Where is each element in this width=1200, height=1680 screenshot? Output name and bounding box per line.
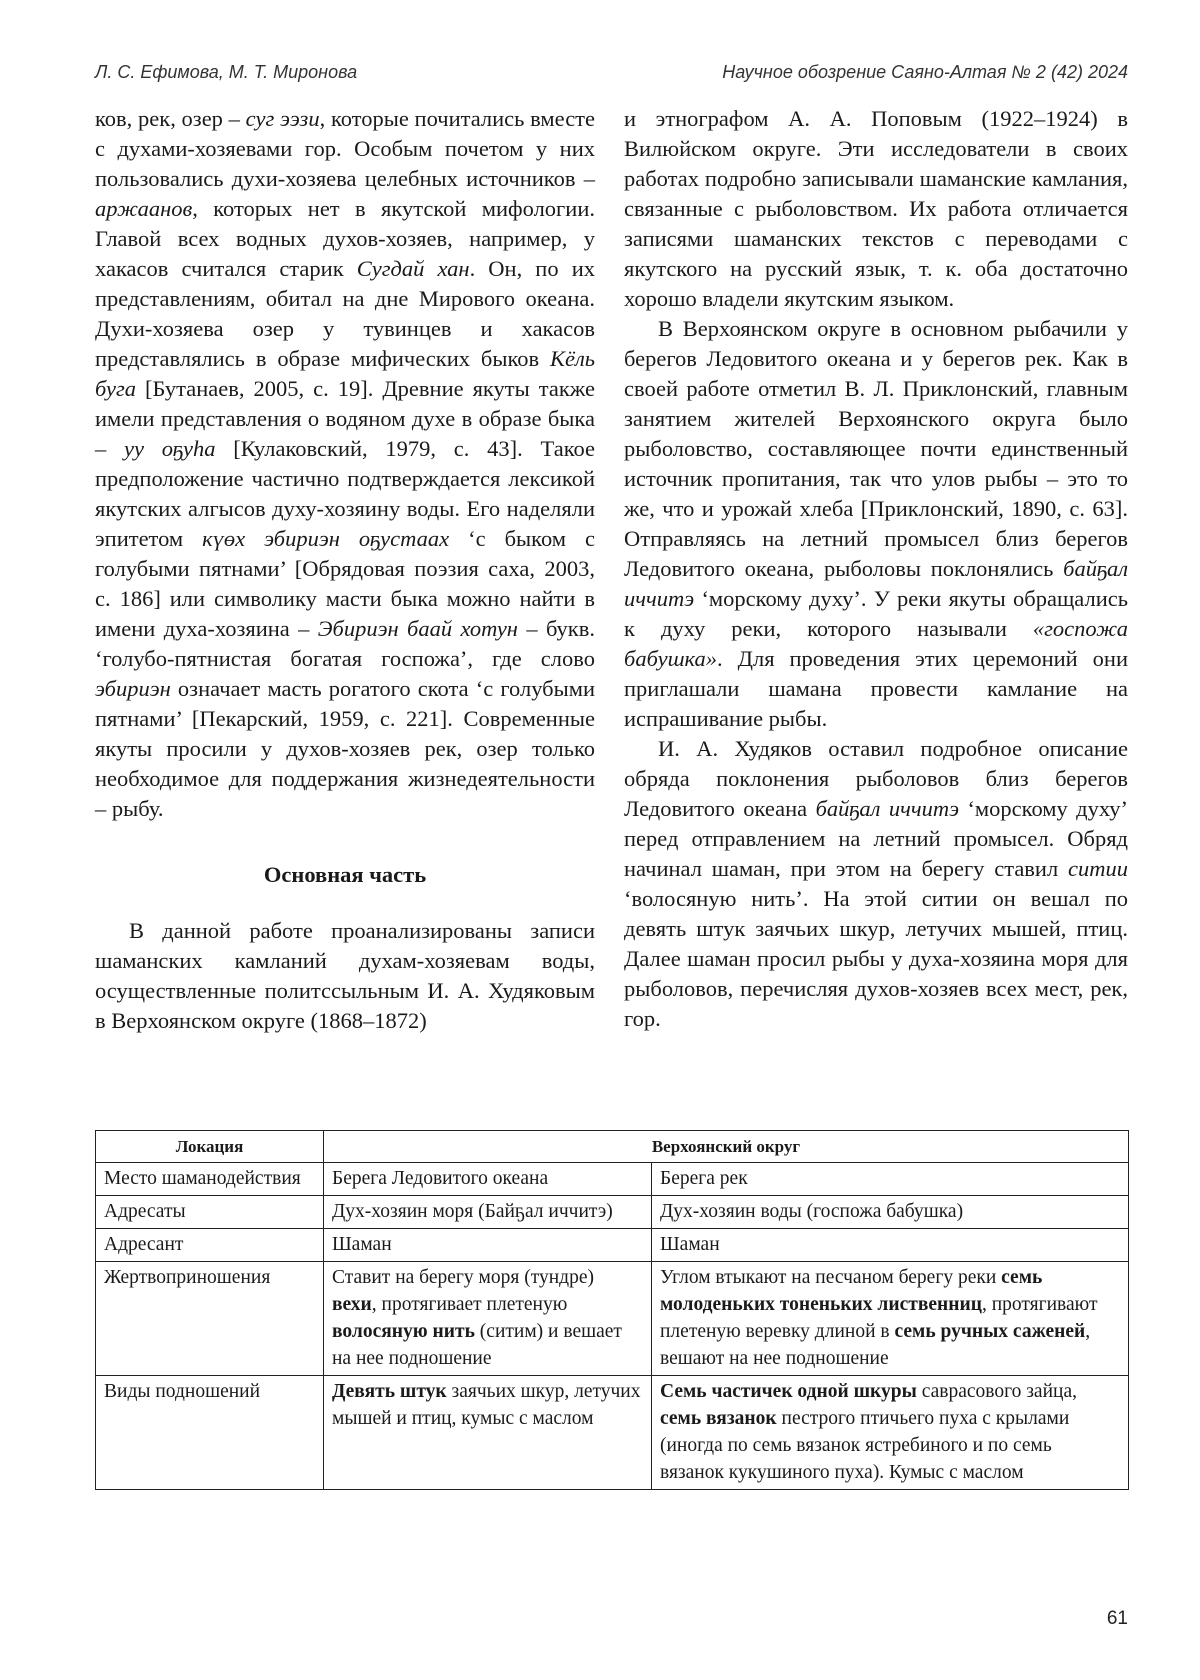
table-cell-label: Адресаты	[96, 1196, 324, 1229]
table-row	[96, 1196, 1129, 1229]
table-cell-label: Адресант	[96, 1229, 324, 1262]
table-row	[96, 1229, 1129, 1262]
running-header-journal: Научное обозрение Саяно-Алтая № 2 (42) 2024	[722, 62, 1128, 82]
table-row	[96, 1262, 1129, 1376]
table-cell-river: Дух-хозяин воды (госпожа бабушка)	[652, 1196, 1129, 1229]
running-header-authors: Л. С. Ефимова, М. Т. Миронова	[95, 62, 358, 82]
table-cell-sea: Ставит на берегу моря (тундре) вехи, протягивает плетеную волосяную нить (ситим) и вешает на нее подношение	[324, 1262, 652, 1376]
table-cell-river: Шаман	[652, 1229, 1129, 1262]
paragraph: В данной работе проанализированы записи шаманских камланий духам-хозяевам воды, осуществленные политссыльным И. А. Худяковым в Верхоянском округе (1868–1872)	[95, 918, 595, 1033]
section-title: Основная часть	[263, 862, 427, 887]
table-cell-label: Жертвоприношения	[96, 1262, 324, 1376]
table-cell-sea: Берега Ледовитого океана	[324, 1163, 652, 1196]
table-cell-river: Углом втыкают на песчаном берегу реки семь молоденьких тоненьких лиственниц, протягивают плетеную веревку длиной в семь ручных саженей, вешают на нее подношение	[652, 1262, 1129, 1376]
table-header-location: Локация	[96, 1131, 324, 1163]
table-cell-label: Место шаманодействия	[96, 1163, 324, 1196]
left-column	[95, 104, 595, 1036]
table-cell-river: Берега рек	[652, 1163, 1129, 1196]
table-cell-label: Виды подношений	[96, 1376, 324, 1490]
table-row	[96, 1376, 1129, 1490]
table-header-region: Верхоянский округ	[324, 1131, 1129, 1163]
paragraph: ков, рек, озер – суг ээзи, которые почитались вместе с духами-хозяевами гор. Особым почетом у них пользовались духи-хозяева целебных источников – аржаанов, которых нет в якутской мифологии. Главой всех водных духов-хозяев, например, у хакасов считался старик Сугдай хан. Он, по их представлениям, обитал на дне Мирового океана. Духи-хозяева озер у тувинцев и хакасов представлялись в образе мифических быков Кёль буга [Бутанаев, 2005, с. 19]. Древние якуты также имели представления о водяном духе в образе быка – уу оҕуһа [Кулаковский, 1979, с. 43]. Такое предположение частично подтверждается лексикой якутских алгысов духу-хозяину воды. Его наделяли эпитетом күөх эбириэн оҕустаах ‘с быком с голубыми пятнами’ [Обрядовая поэзия саха, 2003, с. 186] или символику масти быка можно найти в имени духа-хозяина – Эбириэн баай хотун – букв. ‘голубо-пятнистая богатая госпожа’, где слово эбириэн означает масть рогатого скота ‘с голубыми пятнами’ [Пекарский, 1959, с. 221]. Современные якуты просили у духов-хозяев рек, озер только необходимое для поддержания жизнедеятельности – рыбу.	[95, 106, 596, 821]
table-row	[96, 1163, 1129, 1196]
page-number: 61	[1106, 1608, 1128, 1629]
table-cell-sea: Шаман	[324, 1229, 652, 1262]
table-cell-sea: Девять штук заячьих шкур, летучих мышей и птиц, кумыс с маслом	[324, 1376, 652, 1490]
table-cell-river: Семь частичек одной шкуры саврасового зайца, семь вязанок пестрого птичьего пуха с крылами (иногда по семь вязанок ястребиного и по семь вязанок кукушиного пуха). Кумыс с маслом	[652, 1376, 1129, 1490]
comparison-table	[95, 1130, 1129, 1490]
table-header-row	[96, 1131, 1129, 1163]
paragraph: В Верхоянском округе в основном рыбачили у берегов Ледовитого океана и у берегов рек. Как в своей работе отметил В. Л. Приклонский, главным занятием жителей Верхоянского округа было рыболовство, составляющее почти единственный источник пропитания, так что улов рыбы – это то же, что и урожай хлеба [Приклонский, 1890, с. 63]. Отправляясь на летний промысел близ берегов Ледовитого океана, рыболовы поклонялись байҕал иччитэ ‘морскому духу’. У реки якуты обращались к духу реки, которого называли «госпожа бабушка». Для проведения этих церемоний они приглашали шамана провести камлание на испрашивание рыбы.	[624, 316, 1128, 731]
right-column	[624, 104, 1128, 1034]
paragraph: и этнографом А. А. Поповым (1922–1924) в Вилюйском округе. Эти исследователи в своих работах подробно записывали шаманские камлания, связанные с рыболовством. Их работа отличается записями шаманских текстов с переводами с якутского на русский язык, т. к. оба достаточно хорошо владели якутским языком.	[624, 106, 1128, 311]
table-cell-sea: Дух-хозяин моря (Байҕал иччитэ)	[324, 1196, 652, 1229]
paragraph: И. А. Худяков оставил подробное описание обряда поклонения рыболовов близ берегов Ледовитого океана байҕал иччитэ ‘морскому духу’ перед отправлением на летний промысел. Обряд начинал шаман, при этом на берегу ставил ситии ‘волосяную нить’. На этой ситии он вешал по девять штук заячьих шкур, летучих мышей, птиц. Далее шаман просил рыбы у духа-хозяина моря для рыболовов, перечисляя духов-хозяев всех мест, рек, гор.	[624, 736, 1129, 1031]
